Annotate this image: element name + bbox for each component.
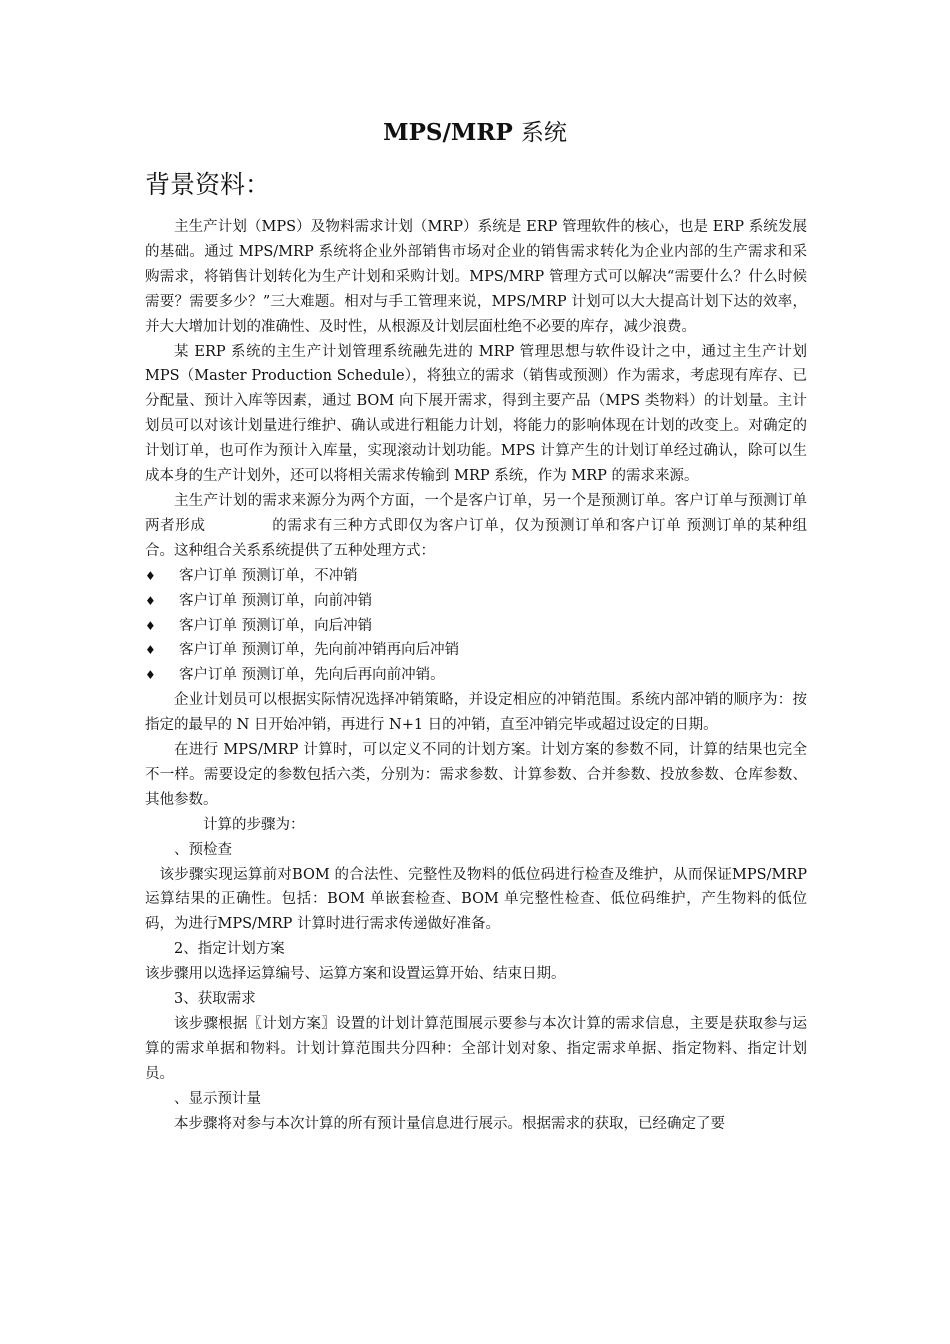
paragraph-intro: 主生产计划（MPS）及物料需求计划（MRP）系统是 ERP 管理软件的核心，也是 ERP 系统发展的基础。通过 MPS/MRP 系统将企业外部销售市场对企业的销售需求转化为企业内部的生产需求和采购需求，将销售计划转化为生产计划和采购计划。MPS/MRP 管理方式可以解决“需要什么？什么时候需要？需要多少？”三大难题。相对与手工管理来说，MPS/MRP 计划可以大大提高计划下达的效率，并大大增加计划的准确性、及时性，从根源及计划层面杜绝不必要的库存，减少浪费。 — [145, 219, 807, 335]
list-item: ♦ 客户订单 预测订单，不冲销 — [145, 564, 807, 589]
paragraph-demand-source — [145, 489, 807, 564]
title-latin: MPS/MRP — [383, 119, 513, 146]
diamond-bullet-icon: ♦ — [145, 593, 156, 608]
step-4-heading: 、显示预计量 — [174, 1090, 261, 1107]
list-item: ♦ 客户订单 预测订单，向后冲销 — [145, 614, 807, 639]
step-1-body: 该步骤实现运算前对BOM 的合法性、完整性及物料的低位码进行检查及维护，从而保证MPS/MRP 运算结果的正确性。包括：BOM 单嵌套检查、BOM 单完整性检查、低位码维护，产生物料的低位码，为进行MPS/MRP 计算时进行需求传递做好准备。 — [145, 866, 807, 933]
step-4-body: 本步骤将对参与本次计算的所有预计量信息进行展示。根据需求的获取，已经确定了要 — [174, 1115, 725, 1132]
section-heading: 背景资料： — [145, 170, 271, 199]
diamond-bullet-icon: ♦ — [145, 618, 156, 633]
step-2-heading: 2、指定计划方案 — [174, 941, 285, 958]
diamond-bullet-icon: ♦ — [145, 668, 156, 683]
step-3-body: 该步骤根据〖计划方案〗设置的计划计算范围展示要参与本次计算的需求信息，主要是获取参与运算的需求单据和物料。计划计算范围共分四种：全部计划对象、指定需求单据、指定物料、指定计划员。 — [145, 1016, 807, 1082]
paragraph-plan-scheme: 在进行 MPS/MRP 计算时，可以定义不同的计划方案。计划方案的参数不同，计算的结果也完全不一样。需要设定的参数包括六类，分别为：需求参数、计算参数、合并参数、投放参数、仓库参数、其他参数。 — [145, 742, 807, 808]
paragraph-mps: 某 ERP 系统的主生产计划管理系统融先进的 MRP 管理思想与软件设计之中，通过主生产计划 MPS（Master Production Schedule），将独立的需求（销售或预测）作为需求，考虑现有库存、已分配量、预计入库等因素，通过 BOM 向下展开需求，得到主要产品（MPS 类物料）的计划量。主计划员可以对该计划量进行维护、确认或进行粗能力计划，将能力的影响体现在计划的改变上。对确定的计划订单，也可作为预计入库量，实现滚动计划功能。MPS 计算产生的计划订单经过确认，除可以生成本身的生产计划外，还可以将相关需求传输到 MRP 系统，作为 MRP 的需求来源。 — [145, 343, 807, 485]
offset-method-list — [145, 564, 807, 689]
document-body — [145, 215, 807, 1137]
title-cn: 系统 — [520, 120, 567, 146]
paragraph-steps-intro: 计算的步骤为： — [203, 816, 305, 833]
list-item: ♦ 客户订单 预测订单，向前冲销 — [145, 589, 807, 614]
paragraph-demand-source-b: 的需求有三种方式即仅为客户订单，仅为预测订单和客户订单 预测订单的某种组合。这种组合关系系统提供了五种处理方式： — [145, 517, 808, 559]
step-1-heading: 、预检查 — [174, 841, 232, 858]
step-3-heading: 3、获取需求 — [174, 991, 256, 1008]
paragraph-demand-source-a: 主生产计划的需求来源分为两个方面，一个是客户订单，另一个是预测订单。客户订单与预测订单两者形成 — [145, 492, 807, 534]
step-2-body: 该步骤用以选择运算编号、运算方案和设置运算开始、结束日期。 — [145, 966, 566, 983]
paragraph-offset-strategy: 企业计划员可以根据实际情况选择冲销策略，并设定相应的冲销范围。系统内部冲销的顺序为：按指定的最早的 N 日开始冲销，再进行 N+1 日的冲销，直至冲销完毕或超过设定的日期。 — [145, 692, 807, 734]
list-item: ♦ 客户订单 预测订单，先向前冲销再向后冲销 — [145, 638, 807, 663]
diamond-bullet-icon: ♦ — [145, 568, 156, 583]
diamond-bullet-icon: ♦ — [145, 643, 156, 658]
document-title — [0, 116, 950, 150]
list-item: ♦ 客户订单 预测订单，先向后再向前冲销。 — [145, 663, 807, 688]
